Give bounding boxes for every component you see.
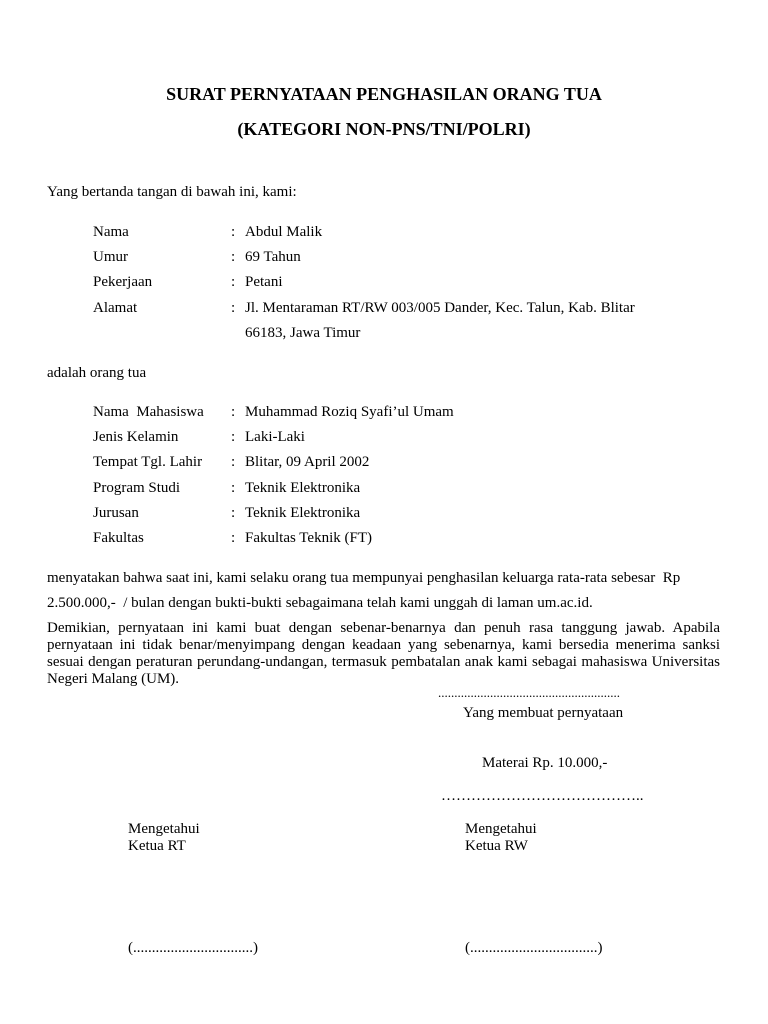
student-gender-label: Jenis Kelamin (93, 429, 179, 445)
parent-age-value: 69 Tahun (245, 249, 301, 265)
signer-name-line: ………………………………….. (441, 788, 644, 804)
parent-name-label: Nama (93, 224, 129, 240)
colon: : (231, 429, 236, 445)
parent-occupation-label: Pekerjaan (93, 274, 153, 290)
student-name-value: Muhammad Roziq Syafi’ul Umam (245, 404, 454, 420)
student-faculty-value: Fakultas Teknik (FT) (245, 530, 372, 546)
colon: : (231, 530, 236, 546)
colon: : (231, 480, 236, 496)
statement-line-2: 2.500.000,- / bulan dengan bukti-bukti sebagaimana telah kami unggah di laman um.ac.id. (47, 595, 593, 611)
parent-occupation-value: Petani (245, 274, 283, 290)
parent-address-label: Alamat (93, 300, 138, 316)
parent-name-value: Abdul Malik (245, 224, 323, 240)
stamp-label: Materai Rp. 10.000,- (482, 755, 608, 771)
bridge-text: adalah orang tua (47, 365, 147, 381)
student-name-label: Nama Mahasiswa (93, 404, 204, 420)
document-title: SURAT PERNYATAAN PENGHASILAN ORANG TUA (166, 84, 602, 104)
rw-signature-line: (..................................) (465, 940, 603, 956)
colon: : (231, 274, 236, 290)
student-department-value: Teknik Elektronika (245, 505, 361, 521)
student-program-value: Teknik Elektronika (245, 480, 361, 496)
document-subtitle: (KATEGORI NON-PNS/TNI/POLRI) (237, 119, 531, 139)
colon: : (231, 454, 236, 470)
colon: : (231, 249, 236, 265)
parent-address-value-cont: 66183, Jawa Timur (245, 325, 361, 341)
closing-paragraph: Demikian, pernyataan ini kami buat dengan sebenar-benarnya dan penuh rasa tanggung jawab. Apabila pernyataan ini tidak benar/menyimpang dengan keadaan yang sebenarnya, kami bersedia menerima sanksi sesuai dengan peraturan perundang-undangan, termasuk pembatalan anak kami sebagai mahasiswa Universitas Negeri Malang (UM). (47, 620, 720, 687)
colon: : (231, 505, 236, 521)
student-program-label: Program Studi (93, 480, 181, 496)
intro-text: Yang bertanda tangan di bawah ini, kami: (47, 184, 297, 200)
statement-line-1: menyatakan bahwa saat ini, kami selaku orang tua mempunyai penghasilan keluarga rata-rata sebesar Rp (47, 570, 681, 586)
rt-acknowledge-label: Mengetahui (128, 821, 200, 837)
colon: : (231, 224, 236, 240)
rw-title: Ketua RW (465, 838, 528, 854)
colon: : (231, 300, 236, 316)
colon: : (231, 404, 236, 420)
signer-label: Yang membuat pernyataan (463, 705, 624, 721)
parent-age-label: Umur (93, 249, 128, 265)
rt-signature-line: (................................) (128, 940, 258, 956)
student-gender-value: Laki-Laki (245, 429, 305, 445)
rw-acknowledge-label: Mengetahui (465, 821, 537, 837)
rt-title: Ketua RT (128, 838, 186, 854)
student-birth-label: Tempat Tgl. Lahir (93, 454, 203, 470)
student-faculty-label: Fakultas (93, 530, 144, 546)
place-date-line: ........................................................ (438, 685, 620, 700)
student-department-label: Jurusan (93, 505, 139, 521)
student-birth-value: Blitar, 09 April 2002 (245, 454, 370, 470)
parent-address-value: Jl. Mentaraman RT/RW 003/005 Dander, Kec. Talun, Kab. Blitar (245, 300, 635, 316)
